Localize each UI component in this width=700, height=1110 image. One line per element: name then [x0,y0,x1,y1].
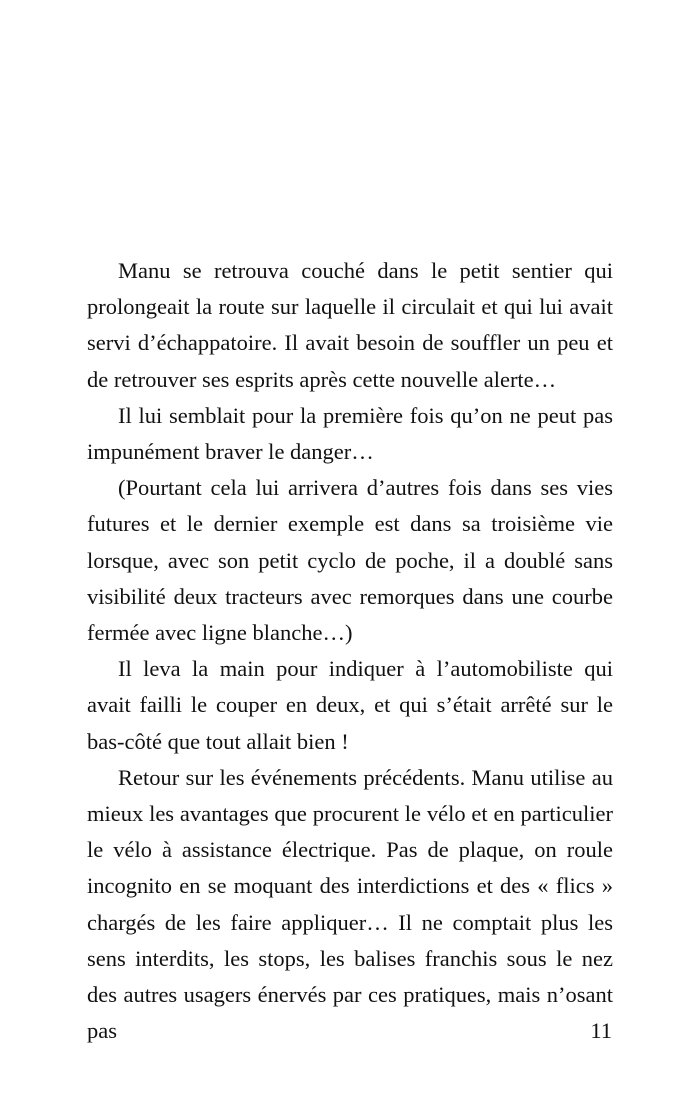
paragraph-3: (Pourtant cela lui arrivera d’autres fois dans ses vies futures et le dernier exemple est dans sa troisième vie lorsque, avec son petit cyclo de poche, il a doublé sans visibilité deux tracteurs avec remorques dans une courbe fermée avec ligne blanche…) [87,475,613,646]
paragraph-4: Il leva la main pour indiquer à l’automobiliste qui avait failli le couper en deux, et qui s’était arrêté sur le bas-côté que tout allait bien ! [87,656,613,754]
paragraph-2: Il lui semblait pour la première fois qu’on ne peut pas impunément braver le danger… [87,402,613,465]
body-text [87,253,613,1049]
paragraph-5: Retour sur les événements précédents. Manu utilise au mieux les avantages que procurent le vélo et en particulier le vélo à assistance électrique. Pas de plaque, on roule incognito en se moquant des interdictions et des « flics » chargés de les faire appliquer… Il ne comptait plus les sens interdits, les stops, les balises franchis sous le nez des autres usagers énervés par ces pratiques, mais n’osant pas [87,764,613,1044]
paragraph-1: Manu se retrouva couché dans le petit sentier qui prolongeait la route sur laquelle il circulait et qui lui avait servi d’échappatoire. Il avait besoin de souffler un peu et de retrouver ses esprits après cette nouvelle alerte… [87,258,613,392]
page-number: 11 [590,1018,612,1043]
